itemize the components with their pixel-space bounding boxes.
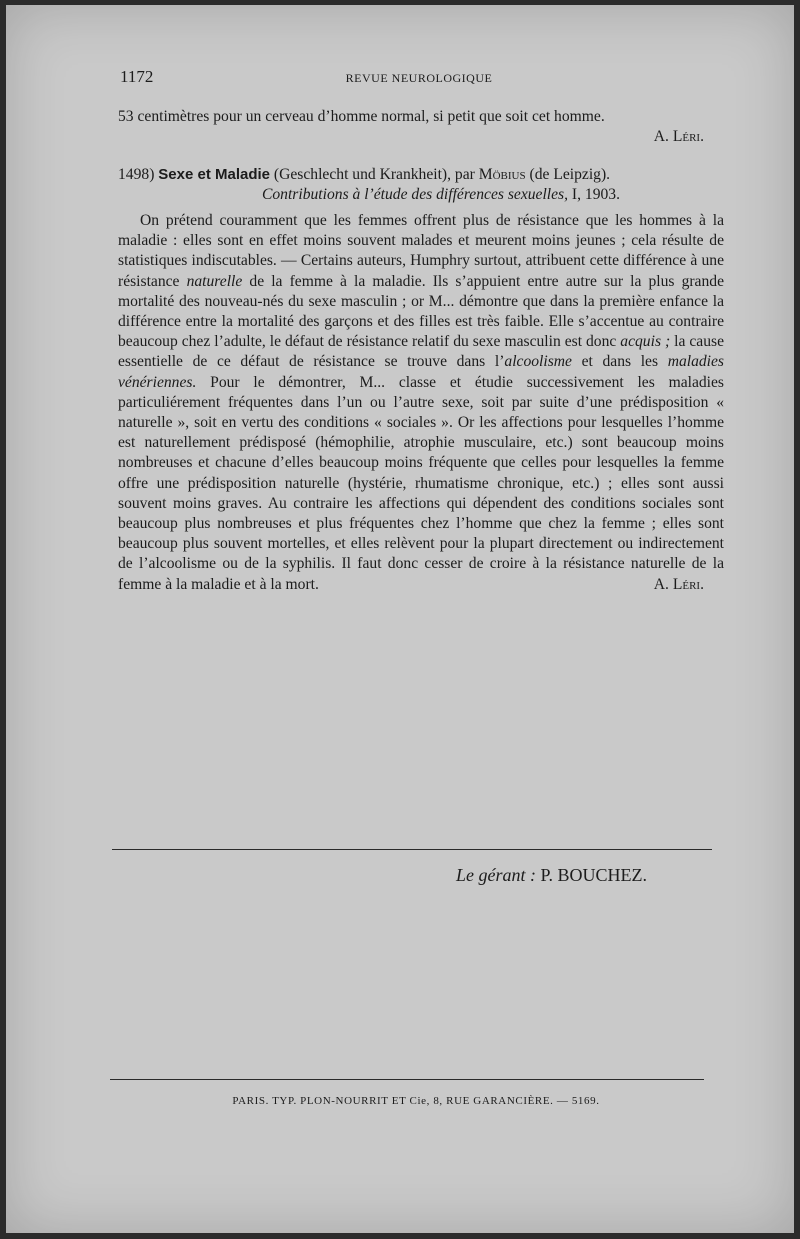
emphasis-naturelle: naturelle xyxy=(186,272,243,290)
source-volume: I, 1903. xyxy=(568,186,621,203)
abstract-body xyxy=(118,211,724,595)
emphasis-maladies-veneriennes: maladies vénériennes. xyxy=(118,353,724,391)
footer-rule-top xyxy=(112,849,712,850)
abstract-author: Möbius xyxy=(478,166,526,183)
gerant-label: Le gérant : xyxy=(456,865,536,885)
running-title: REVUE NEUROLOGIQUE xyxy=(345,71,493,85)
footer-rule-bottom xyxy=(110,1079,704,1080)
abstract-source xyxy=(118,185,724,205)
emphasis-alcoolisme: alcoolisme xyxy=(504,353,572,371)
abstract-author-place: (de Leipzig). xyxy=(525,166,611,183)
previous-abstract-end xyxy=(118,107,724,147)
signature-name: Léri. xyxy=(672,128,704,146)
text-run: On prétend couramment que les femmes offrent plus de résistance que les hommes à la maladie : elles sont en effet moins souvent malades et meurent moins jeunes ; cela résulte de statistiques indiscutables. — Certains auteurs, Humphry surtout, attribuent cette différence à une résistance xyxy=(118,212,724,290)
text-run: Pour le démontrer, M... classe et étudie successivement les maladies particuliérement fréquentes dans l’un ou l’autre sexe, soit par suite d’une prédisposition « naturelle », soit en vertu des conditions « sociales ». Or les affections pour lesquelles l’homme est naturellement prédisposé (hémophilie, atrophie musculaire, etc.) sont beaucoup moins nombreuses et chacune d’elles beaucoup moins fréquente que celles pour lesquelles la femme offre une prédisposition naturelle (hystérie, rhumatisme chronique, etc.) ; elles sont aussi souvent moins graves. Au contraire les affections qui dépendent des conditions sociales sont beaucoup plus nombreuses et plus fréquentes chez l’homme que chez la femme ; elles sont beaucoup plus souvent mortelles, et elles relèvent pour la plupart directement ou indirectement de l’alcoolisme ou de la syphilis. Il faut donc cesser de croire à la résistance naturelle de la femme à la maladie et à la mort. xyxy=(118,373,724,593)
source-title: Contributions à l’étude des différences sexuelles, xyxy=(261,186,569,203)
abstract-paragraph xyxy=(118,211,724,595)
gerant-name: P. BOUCHEZ. xyxy=(536,865,648,885)
signature-name: Léri. xyxy=(672,575,704,593)
document-page xyxy=(6,5,794,1233)
page-number: 1172 xyxy=(120,67,154,86)
printer-imprint: PARIS. TYP. PLON-NOURRIT ET Cie, 8, RUE GARANCIÈRE. — 5169. xyxy=(232,1095,600,1107)
signature-initial: A. xyxy=(653,128,669,146)
abstract-number: 1498) xyxy=(118,166,155,183)
text-run: de la femme à la maladie. Ils s’appuient entre autre sur la plus grande mortalité des nouveau-nés du sexe masculin ; or M... démontre que dans la première enfance la différence entre la mortalité des garçons et des filles est très faible. Elle s’accentue au contraire beaucoup chez l’adulte, le défaut de résistance relatif du sexe masculin est donc xyxy=(118,272,724,351)
abstract-subtitle: (Geschlecht und Krankheit), par xyxy=(270,166,479,183)
abstract-title: Sexe et Maladie xyxy=(158,166,271,183)
page-header xyxy=(114,67,724,91)
emphasis-acquis: acquis ; xyxy=(620,333,671,351)
previous-abstract-signature xyxy=(118,127,724,147)
gerant-line xyxy=(456,865,647,886)
text-run: la cause essentielle de ce défaut de résistance se trouve dans l’ xyxy=(118,333,724,371)
signature-initial: A. xyxy=(653,575,669,593)
previous-abstract-last-line: 53 centimètres pour un cerveau d’homme normal, si petit que soit cet homme. xyxy=(118,108,605,125)
abstract-heading xyxy=(118,165,724,205)
text-run: et dans les xyxy=(571,353,668,371)
